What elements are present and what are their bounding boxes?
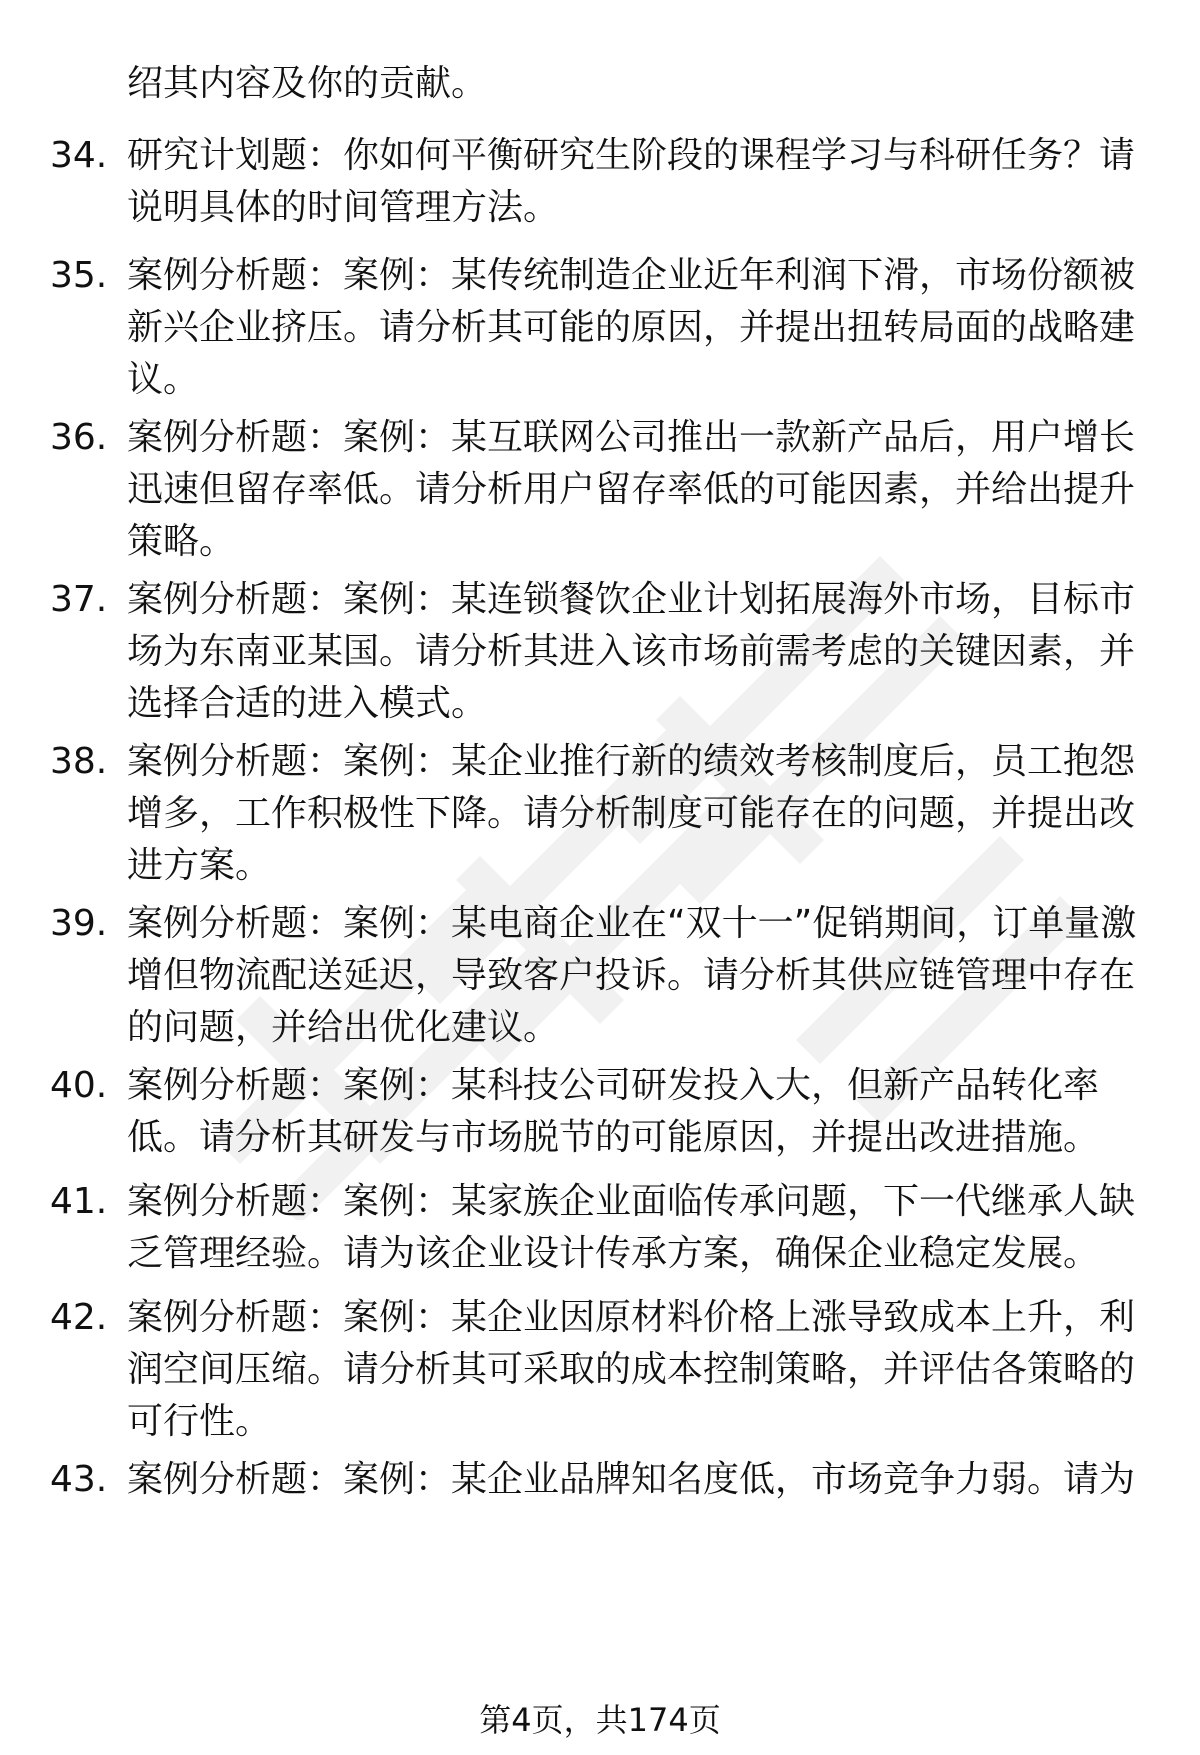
question-number: 35. [50,255,108,296]
question-item [50,130,1150,234]
question-item [50,1454,1150,1506]
question-number: 42. [50,1297,108,1338]
question-text: 研究计划题：你如何平衡研究生阶段的课程学习与科研任务？请说明具体的时间管理方法。 [127,135,1136,228]
question-number: 40. [50,1065,108,1106]
question-item [50,898,1150,1054]
question-text: 案例分析题：案例：某连锁餐饮企业计划拓展海外市场，目标市场为东南亚某国。请分析其进入该市场前需考虑的关键因素，并选择合适的进入模式。 [127,579,1136,724]
question-number: 36. [50,417,108,458]
question-item [50,574,1150,730]
question-item [50,1292,1150,1448]
page-number-footer: 第4页，共174页 [479,1701,721,1739]
question-text: 案例分析题：案例：某企业推行新的绩效考核制度后，员工抱怨增多，工作积极性下降。请分析制度可能存在的问题，并提出改进方案。 [127,741,1136,886]
question-item [50,1176,1150,1280]
question-text: 案例分析题：案例：某科技公司研发投入大，但新产品转化率低。请分析其研发与市场脱节的可能原因，并提出改进措施。 [127,1065,1100,1158]
question-number: 38. [50,741,108,782]
question-text: 案例分析题：案例：某互联网公司推出一款新产品后，用户增长迅速但留存率低。请分析用户留存率低的可能因素，并给出提升策略。 [127,417,1136,562]
question-number: 39. [50,903,108,944]
question-number: 43. [50,1459,108,1500]
continued-question-text: 绍其内容及你的贡献。 [127,63,488,104]
question-item [50,736,1150,892]
question-text: 案例分析题：案例：某电商企业在“双十一”促销期间，订单量激增但物流配送延迟，导致客户投诉。请分析其供应链管理中存在的问题，并给出优化建议。 [127,903,1137,1048]
question-item [50,412,1150,568]
question-text: 案例分析题：案例：某传统制造企业近年利润下滑，市场份额被新兴企业挤压。请分析其可能的原因，并提出扭转局面的战略建议。 [127,255,1136,400]
question-text: 案例分析题：案例：某企业品牌知名度低，市场竞争力弱。请为 [127,1459,1136,1500]
question-text: 案例分析题：案例：某家族企业面临传承问题，下一代继承人缺乏管理经验。请为该企业设计传承方案，确保企业稳定发展。 [127,1181,1136,1274]
question-text: 案例分析题：案例：某企业因原材料价格上涨导致成本上升，利润空间压缩。请分析其可采取的成本控制策略，并评估各策略的可行性。 [127,1297,1136,1442]
question-item [50,1060,1150,1164]
question-number: 37. [50,579,108,620]
question-number: 41. [50,1181,108,1222]
question-item [50,250,1150,406]
question-number: 34. [50,135,108,176]
